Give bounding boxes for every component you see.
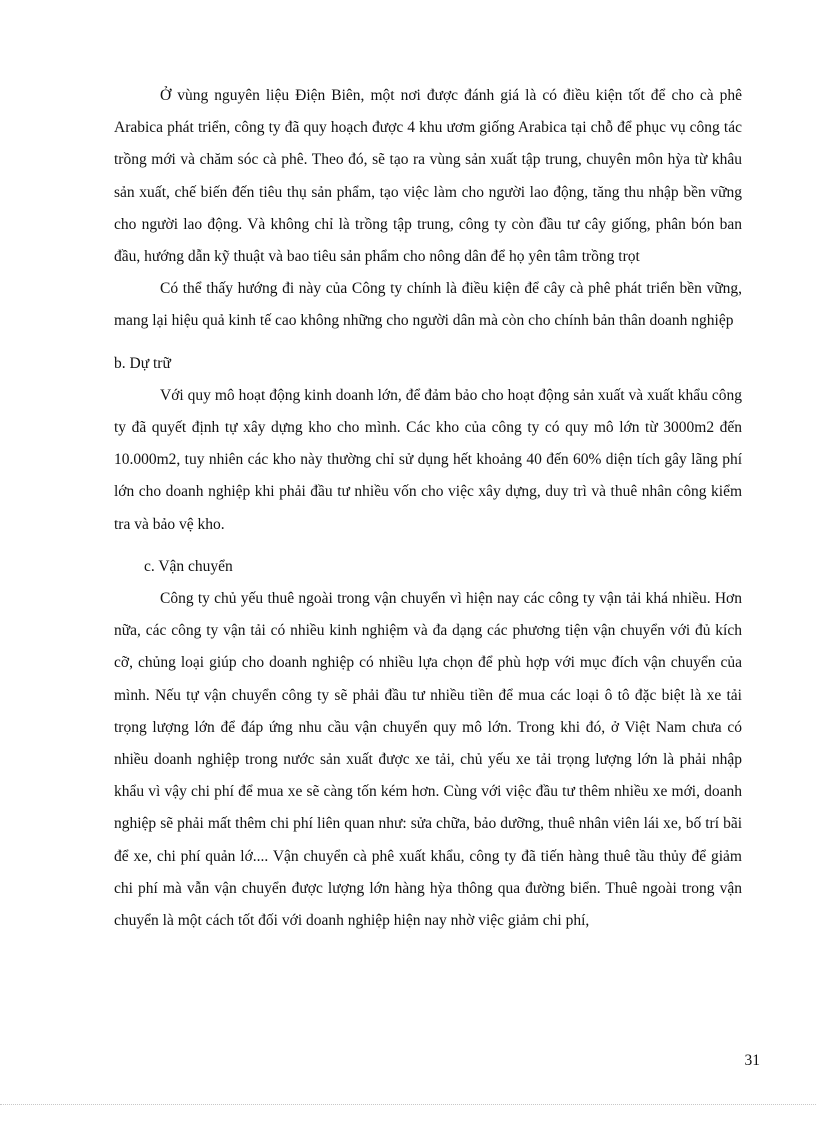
paragraph-dien-bien: Ở vùng nguyên liệu Điện Biên, một nơi được đánh giá là có điều kiện tốt để cho cà phê Arabica phát triển, công ty đã quy hoạch được 4 khu ươm giống Arabica tại chỗ để phục vụ công tác trồng mới và chăm sóc cà phê. Theo đó, sẽ tạo ra vùng sản xuất tập trung, chuyên môn hỳa từ khâu sản xuất, chế biến đến tiêu thụ sản phẩm, tạo việc làm cho người lao động, tăng thu nhập bền vững cho người lao động. Và không chỉ là trồng tập trung, công ty còn đầu tư cây giống, phân bón ban đầu, hướng dẫn kỹ thuật và bao tiêu sản phẩm cho nông dân để họ yên tâm trồng trọt [114, 87, 742, 266]
section-heading-du-tru: b. Dự trữ [114, 354, 171, 372]
body-text [114, 80, 742, 937]
paragraph-van-chuyen: Công ty chủ yếu thuê ngoài trong vận chuyển vì hiện nay các công ty vận tải khá nhiều. Hơn nữa, các công ty vận tải có nhiều kinh nghiệm và đa dạng các phương tiện vận chuyển với đủ kích cỡ, chủng loại giúp cho doanh nghiệp có nhiều lựa chọn để phù hợp với mục đích vận chuyển của mình. Nếu tự vận chuyển công ty sẽ phải đầu tư nhiều tiền để mua các loại ô tô đặc biệt là xe tải trọng lượng lớn để đáp ứng nhu cầu vận chuyển quy mô lớn. Trong khi đó, ở Việt Nam chưa có nhiều doanh nghiệp trong nước sản xuất được xe tải, chủ yếu xe tải trọng lượng lớn là phải nhập khẩu vì vậy chi phí để mua xe sẽ càng tốn kém hơn. Cùng với việc đầu tư thêm nhiều xe mới, doanh nghiệp sẽ phải mất thêm chi phí liên quan như: sửa chữa, bảo dưỡng, thuê nhân viên lái xe, bố trí bãi để xe, chi phí quản lớ.... Vận chuyển cà phê xuất khẩu, công ty đã tiến hàng thuê tầu thủy để giảm chi phí mà vẫn vận chuyển được lượng lớn hàng hỳa thông qua đường biển. Thuê ngoài trong vận chuyển là một cách tốt đối với doanh nghiệp hiện nay nhờ việc giảm chi phí, [114, 590, 742, 930]
footer-divider [0, 1104, 816, 1105]
paragraph-du-tru: Với quy mô hoạt động kinh doanh lớn, để đảm bảo cho hoạt động sản xuất và xuất khẩu công ty đã quyết định tự xây dựng kho cho mình. Các kho của công ty có quy mô lớn từ 3000m2 đến 10.000m2, tuy nhiên các kho này thường chỉ sử dụng hết khoảng 40 đến 60% diện tích gây lãng phí lớn cho doanh nghiệp khi phải đầu tư nhiều vốn cho việc xây dựng, duy trì và thuê nhân công kiểm tra và bảo vệ kho. [114, 386, 742, 533]
section-heading-van-chuyen: c. Vận chuyển [144, 557, 233, 575]
page-number: 31 [744, 1052, 760, 1069]
paragraph-huong-di: Có thể thấy hướng đi này của Công ty chính là điều kiện để cây cà phê phát triển bền vững, mang lại hiệu quả kinh tế cao không những cho người dân mà còn cho chính bản thân doanh nghiệp [114, 280, 742, 330]
